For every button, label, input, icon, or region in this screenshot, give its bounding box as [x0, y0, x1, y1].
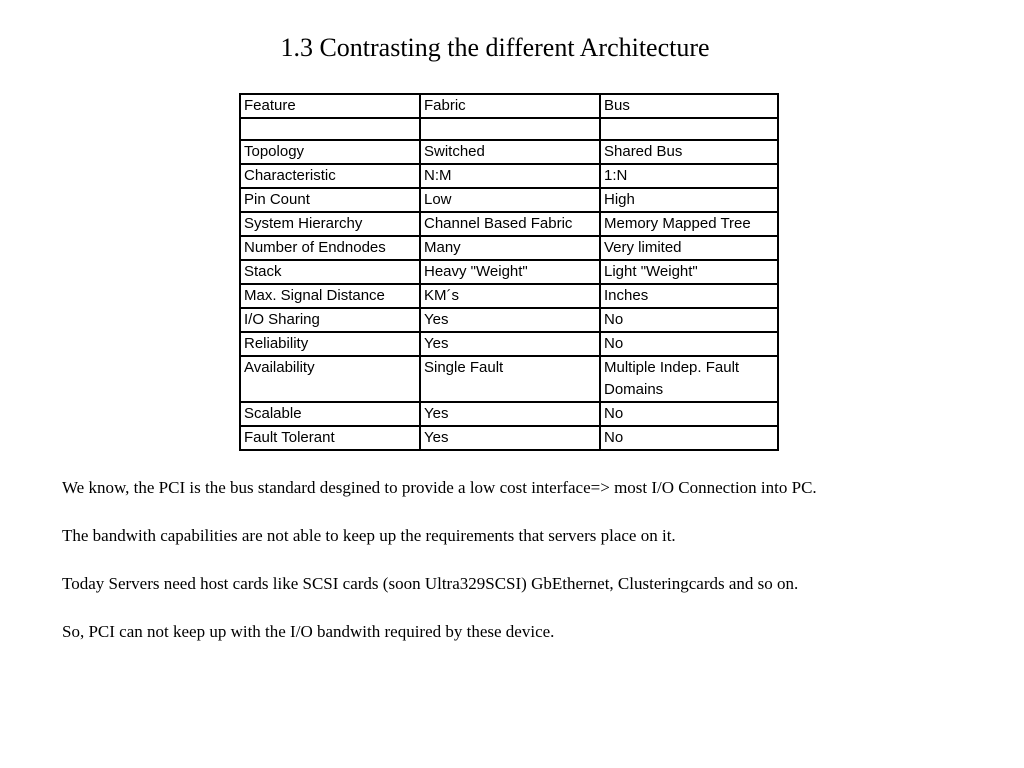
feature-cell: I/O Sharing	[240, 308, 420, 332]
table-empty-row	[240, 118, 778, 140]
bus-cell: Multiple Indep. Fault Domains	[600, 356, 778, 402]
header-cell-feature: Feature	[240, 94, 420, 118]
bus-cell: No	[600, 308, 778, 332]
table-row	[240, 308, 778, 332]
feature-cell: Scalable	[240, 402, 420, 426]
feature-cell: Pin Count	[240, 188, 420, 212]
empty-cell	[420, 118, 600, 140]
bus-cell: Memory Mapped Tree	[600, 212, 778, 236]
table-row	[240, 212, 778, 236]
bus-cell: No	[600, 332, 778, 356]
bus-cell: No	[600, 426, 778, 450]
table-row	[240, 284, 778, 308]
fabric-cell: Low	[420, 188, 600, 212]
feature-cell: Stack	[240, 260, 420, 284]
fabric-cell: Many	[420, 236, 600, 260]
fabric-cell: Switched	[420, 140, 600, 164]
table-row	[240, 188, 778, 212]
empty-cell	[600, 118, 778, 140]
feature-cell: Fault Tolerant	[240, 426, 420, 450]
feature-cell: Availability	[240, 356, 420, 402]
paragraph: We know, the PCI is the bus standard desgined to provide a low cost interface=> most I/O Connection into PC.	[62, 478, 817, 497]
fabric-cell: Heavy "Weight"	[420, 260, 600, 284]
fabric-cell: N:M	[420, 164, 600, 188]
feature-cell: Characteristic	[240, 164, 420, 188]
comparison-table	[239, 93, 779, 451]
table-row	[240, 402, 778, 426]
paragraph: Today Servers need host cards like SCSI cards (soon Ultra329SCSI) GbEthernet, Clusteringcards and so on.	[62, 574, 799, 593]
table-row	[240, 332, 778, 356]
bus-cell: Shared Bus	[600, 140, 778, 164]
bus-cell: Very limited	[600, 236, 778, 260]
fabric-cell: KM´s	[420, 284, 600, 308]
fabric-cell: Yes	[420, 426, 600, 450]
empty-cell	[240, 118, 420, 140]
fabric-cell: Yes	[420, 332, 600, 356]
table-row	[240, 140, 778, 164]
fabric-cell: Channel Based Fabric	[420, 212, 600, 236]
table-row	[240, 236, 778, 260]
feature-cell: Max. Signal Distance	[240, 284, 420, 308]
table-row	[240, 260, 778, 284]
header-cell-bus: Bus	[600, 94, 778, 118]
bus-cell: Light "Weight"	[600, 260, 778, 284]
fabric-cell: Single Fault	[420, 356, 600, 402]
bus-cell: Inches	[600, 284, 778, 308]
slide-title: 1.3 Contrasting the different Architecture	[280, 33, 710, 62]
bus-cell: 1:N	[600, 164, 778, 188]
table-row	[240, 164, 778, 188]
body-text	[62, 476, 1012, 668]
feature-cell: Number of Endnodes	[240, 236, 420, 260]
feature-cell: System Hierarchy	[240, 212, 420, 236]
table-row	[240, 426, 778, 450]
header-cell-fabric: Fabric	[420, 94, 600, 118]
feature-cell: Reliability	[240, 332, 420, 356]
table-header-row	[240, 94, 778, 118]
table-row	[240, 356, 778, 402]
bus-cell: No	[600, 402, 778, 426]
bus-cell: High	[600, 188, 778, 212]
feature-cell: Topology	[240, 140, 420, 164]
paragraph: So, PCI can not keep up with the I/O bandwith required by these device.	[62, 622, 555, 641]
fabric-cell: Yes	[420, 308, 600, 332]
paragraph: The bandwith capabilities are not able to keep up the requirements that servers place on it.	[62, 526, 676, 545]
fabric-cell: Yes	[420, 402, 600, 426]
